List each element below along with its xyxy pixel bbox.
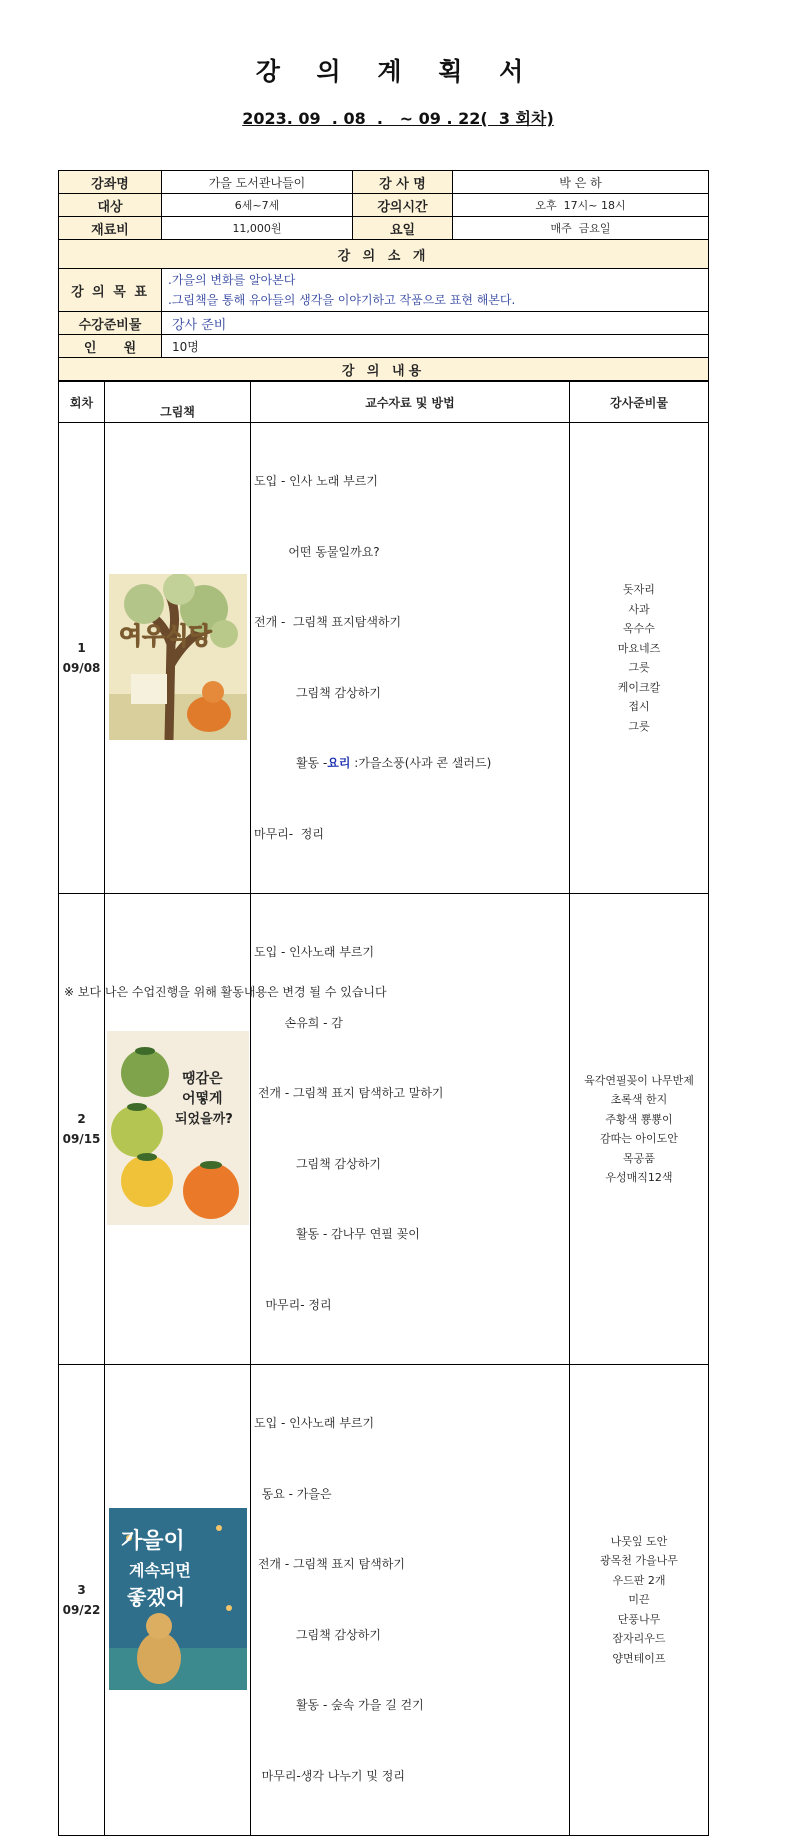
method-line: 전개 - 그림책 표지 탐색하기 [254, 1557, 405, 1571]
time-value: 오후 17시~ 18시 [453, 194, 709, 217]
info-table [58, 170, 709, 381]
book-cover-fox-restaurant [109, 574, 247, 740]
book-cover-autumn [109, 1508, 247, 1690]
fee-label: 재료비 [59, 217, 162, 240]
supply-item: 나뭇잎 도안 [610, 1534, 668, 1548]
supply-item: 목공품 [623, 1151, 655, 1165]
supply-item: 옥수수 [623, 622, 655, 635]
method-line: 그림책 감상하기 [254, 1156, 381, 1171]
book-title-text: 되었을까? [174, 1111, 233, 1127]
method-line: 도입 - 인사노래 부르기 [254, 945, 375, 959]
people-value: 10명 [162, 335, 709, 358]
method-line: 그림책 감상하기 [254, 1627, 381, 1642]
supply-item: 돗자리 [623, 583, 655, 596]
session-cell [59, 1365, 105, 1836]
time-label: 강의시간 [353, 194, 453, 217]
target-value: 6세~7세 [162, 194, 353, 217]
session-date: 09/08 [62, 661, 101, 675]
supply-item: 육각연필꽂이 나무반제 [584, 1073, 694, 1087]
target-label: 대상 [59, 194, 162, 217]
supply-item: 단풍나무 [617, 1612, 661, 1626]
method-line: 그림책 감상하기 [254, 685, 381, 700]
table-row [59, 894, 709, 1365]
fee-value: 11,000원 [162, 217, 353, 240]
book-title-text: 여우식당 [118, 621, 212, 650]
header-supplies: 강사준비물 [570, 382, 709, 423]
method-line: 마무리- 정리 [254, 1297, 332, 1312]
session-cell [59, 423, 105, 894]
page-title: 강 의 계 획 서 [255, 57, 538, 86]
goal-label: 강 의 목 표 [59, 269, 162, 312]
session-date: 09/15 [62, 1132, 101, 1146]
supplies-cell [570, 1365, 709, 1836]
supply-item: 광목천 가을나무 [600, 1554, 678, 1568]
book-cover [105, 1365, 251, 1836]
supplies-cell [570, 894, 709, 1365]
supply-item: 양면테이프 [612, 1651, 666, 1665]
day-label: 요일 [353, 217, 453, 240]
supply-item: 잠자리우드 [612, 1632, 666, 1646]
supply-item: 주황색 뿅뿅이 [605, 1112, 673, 1126]
method-cell [251, 894, 570, 1365]
prep-label: 수강준비물 [59, 312, 162, 335]
supply-item: 감따는 아이도안 [600, 1132, 678, 1145]
content-table [58, 381, 709, 1836]
supply-item: 마요네즈 [617, 641, 661, 655]
book-cover [105, 894, 251, 1365]
method-line: 도입 - 인사노래 부르기 [254, 1416, 375, 1430]
goal-value [162, 269, 709, 312]
method-line: 활동 - 감나무 연필 꽂이 [254, 1227, 420, 1241]
day-value: 매주 금요일 [453, 217, 709, 240]
supply-item: 사과 [628, 602, 650, 616]
method-line [254, 752, 569, 776]
supply-item: 그릇 [628, 719, 650, 733]
supply-item: 초록색 한지 [610, 1093, 668, 1106]
method-line: 전개 - 그림책 표지 탐색하고 말하기 [254, 1086, 444, 1100]
book-cover-persimmon [107, 1031, 249, 1225]
method-line: 도입 - 인사 노래 부르기 [254, 474, 378, 488]
book-cover [105, 423, 251, 894]
supply-item: 그릇 [628, 661, 650, 674]
method-line: 마무리-생각 나누기 및 정리 [254, 1768, 405, 1783]
book-title-text: 땡감은 [181, 1070, 223, 1087]
table-row [59, 1365, 709, 1836]
method-line: 활동 - 숲속 가을 길 걷기 [254, 1698, 424, 1712]
method-cell [251, 1365, 570, 1836]
method-activity-keyword: 요리 [327, 756, 351, 770]
supply-item: 미끈 [628, 1593, 650, 1607]
period-range: 2023. 09 . 08 . ~ 09 . 22( 3 회차) [242, 109, 554, 128]
book-title-text: 어떻게 [181, 1090, 223, 1107]
instructor-label: 강 사 명 [353, 171, 453, 194]
supply-item: 접시 [628, 700, 650, 713]
method-cell [251, 423, 570, 894]
supply-item: 케이크칼 [617, 680, 661, 694]
goal-line-2: .그림책을 통해 유아들의 생각을 이야기하고 작품으로 표현 해본다. [168, 293, 516, 307]
method-line: 전개 - 그림책 표지탐색하기 [254, 615, 402, 629]
method-activity-prefix: 활동 - [254, 756, 328, 770]
supplies-cell [570, 423, 709, 894]
book-title-text: 좋겠어 [126, 1584, 185, 1609]
supply-item: 우성매직12색 [605, 1171, 673, 1184]
session-number: 2 [77, 1112, 86, 1126]
header-method: 교수자료 및 방법 [251, 382, 570, 423]
table-row [59, 423, 709, 894]
method-line: 손유희 - 감 [254, 1015, 343, 1030]
session-number: 1 [77, 641, 86, 655]
header-session: 회차 [59, 382, 105, 423]
session-cell [59, 894, 105, 1365]
people-label: 인 원 [59, 335, 162, 358]
course-label: 강좌명 [59, 171, 162, 194]
footnote: ※ 보다 나은 수업진행을 위해 활동내용은 변경 될 수 있습니다 [64, 985, 387, 999]
header-book: 그림책 [105, 382, 251, 423]
method-line: 동요 - 가을은 [254, 1486, 332, 1501]
method-line: 어떤 동물일까요? [254, 544, 380, 559]
session-date: 09/22 [62, 1603, 101, 1617]
goal-line-1: .가을의 변화를 알아본다 [168, 273, 296, 287]
method-activity-detail: :가을소풍(사과 콘 샐러드) [350, 756, 492, 770]
prep-value: 강사 준비 [162, 312, 709, 335]
course-value: 가을 도서관나들이 [162, 171, 353, 194]
content-section-title: 강 의 내용 [59, 358, 709, 381]
session-number: 3 [77, 1583, 86, 1597]
instructor-value: 박 은 하 [453, 171, 709, 194]
intro-section-title: 강 의 소 개 [59, 240, 709, 269]
method-line: 마무리- 정리 [254, 826, 324, 841]
book-title-text: 가을이 [120, 1528, 185, 1554]
supply-item: 우드판 2개 [612, 1573, 666, 1587]
book-title-text: 계속되면 [128, 1560, 191, 1580]
